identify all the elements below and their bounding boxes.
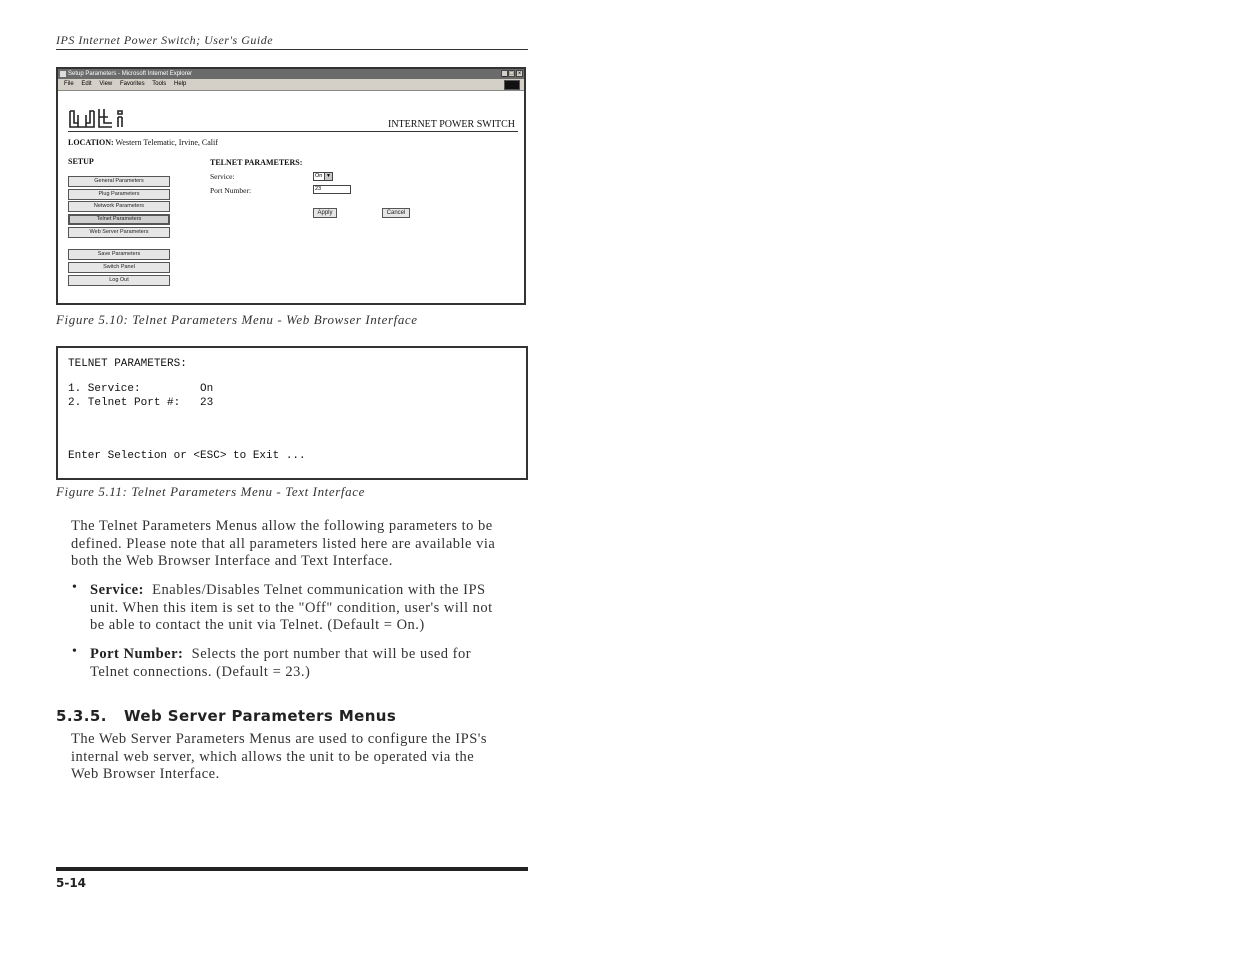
browser-menu-bar xyxy=(58,79,524,91)
text-line: Telnet connections. (Default = 23.) xyxy=(90,663,311,680)
page-number: 5-14 xyxy=(56,876,87,890)
terminal-line: Enter Selection or <ESC> to Exit ... xyxy=(68,450,306,462)
text-interface-screen xyxy=(56,346,528,480)
menu-view[interactable]: View xyxy=(99,81,113,87)
header-divider xyxy=(68,131,518,132)
bullet-term: Service: xyxy=(90,582,144,598)
menu-favorites[interactable]: Favorites xyxy=(119,81,145,87)
apply-button[interactable]: Apply xyxy=(313,208,337,218)
menu-help[interactable]: Help xyxy=(173,81,187,87)
nav-network-parameters-button[interactable]: Network Parameters xyxy=(68,201,170,212)
maximize-icon[interactable]: □ xyxy=(509,71,514,77)
bullet-icon: • xyxy=(72,580,77,595)
text-line: internal web server, which allows the unit to be operated via the xyxy=(71,748,475,765)
terminal-line: 2. Telnet Port #: 23 xyxy=(68,397,214,409)
nav-telnet-parameters-button[interactable]: Telnet Parameters xyxy=(68,214,170,225)
text-segment: Selects the port number that will be used for xyxy=(191,646,472,662)
nav-web-server-parameters-button[interactable]: Web Server Parameters xyxy=(68,227,170,238)
menu-file[interactable]: File xyxy=(64,81,74,87)
nav-plug-parameters-button[interactable]: Plug Parameters xyxy=(68,189,170,200)
running-header: IPS Internet Power Switch; User's Guide xyxy=(56,33,528,50)
figure-5-11-caption: Figure 5.11: Telnet Parameters Menu - Text Interface xyxy=(56,484,365,499)
text-line: The Telnet Parameters Menus allow the following parameters to be xyxy=(71,518,493,534)
bullet-icon: • xyxy=(72,644,77,659)
intro-paragraph xyxy=(71,518,495,571)
terminal-line: TELNET PARAMETERS: xyxy=(68,358,187,370)
browser-screenshot xyxy=(56,67,526,305)
service-label: Service: xyxy=(210,172,235,181)
service-select[interactable] xyxy=(313,172,333,181)
text-line xyxy=(90,582,493,600)
text-line: defined. Please note that all parameters listed here are available via xyxy=(71,535,496,552)
section-paragraph xyxy=(71,731,487,784)
terminal-line: 1. Service: On xyxy=(68,383,214,395)
text-line: both the Web Browser Interface and Text Interface. xyxy=(71,553,393,569)
text-segment: Enables/Disables Telnet communication with the IPS xyxy=(152,582,486,598)
window-title: Setup Parameters - Microsoft Internet Explorer xyxy=(68,71,193,77)
menu-edit[interactable]: Edit xyxy=(81,81,92,87)
wti-logo-icon xyxy=(68,107,134,131)
bullet-term: Port Number: xyxy=(90,646,184,662)
section-title: Web Server Parameters Menus xyxy=(124,707,397,725)
footer-rule xyxy=(56,867,528,871)
text-line: be able to contact the unit via Telnet. (Default = On.) xyxy=(90,617,425,633)
menu-tools[interactable]: Tools xyxy=(152,81,167,87)
minimize-icon[interactable]: _ xyxy=(502,71,507,77)
service-select-value: On xyxy=(315,173,323,179)
section-number: 5.3.5. xyxy=(56,707,107,725)
nav-log-out-button[interactable]: Log Out xyxy=(68,275,170,286)
bullet-port-number xyxy=(90,646,471,681)
location-value: Western Telematic, Irvine, Calif xyxy=(115,138,218,147)
port-number-input[interactable]: 23 xyxy=(313,185,351,194)
nav-general-parameters-button[interactable]: General Parameters xyxy=(68,176,170,187)
text-line: The Web Server Parameters Menus are used to configure the IPS's xyxy=(71,731,488,747)
nav-switch-panel-button[interactable]: Switch Panel xyxy=(68,262,170,273)
product-name: INTERNET POWER SWITCH xyxy=(388,119,516,130)
location-label: LOCATION: xyxy=(68,138,114,147)
chevron-down-icon: ▼ xyxy=(324,173,332,180)
ie-app-icon xyxy=(60,71,66,77)
nav-save-parameters-button[interactable]: Save Parameters xyxy=(68,249,170,260)
browser-title-bar xyxy=(58,69,524,79)
text-line: unit. When this item is set to the "Off" condition, user's will not xyxy=(90,599,493,616)
setup-label: SETUP xyxy=(68,157,94,166)
location-line xyxy=(68,138,218,147)
telnet-panel-title: TELNET PARAMETERS: xyxy=(210,158,303,167)
text-line: Web Browser Interface. xyxy=(71,766,220,782)
figure-5-10-caption: Figure 5.10: Telnet Parameters Menu - Web Browser Interface xyxy=(56,312,418,327)
port-number-label: Port Number: xyxy=(210,186,252,195)
cancel-button[interactable]: Cancel xyxy=(382,208,410,218)
bullet-service xyxy=(90,582,493,635)
windows-throbber-icon xyxy=(504,80,520,90)
close-icon[interactable]: × xyxy=(517,71,522,77)
section-heading xyxy=(56,707,396,725)
text-line xyxy=(90,646,471,664)
